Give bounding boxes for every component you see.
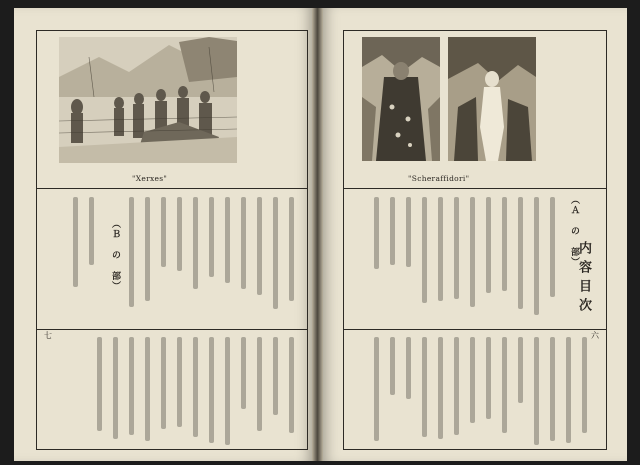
entry-mark bbox=[534, 197, 539, 315]
entry-mark bbox=[374, 197, 379, 269]
xerxes-caption-title: "Xerxes" bbox=[132, 174, 168, 183]
right-divider-middle bbox=[344, 329, 606, 330]
scheraffidori-right-drawing bbox=[448, 37, 536, 161]
entry-mark bbox=[502, 197, 507, 291]
entry-mark bbox=[97, 337, 102, 431]
entry-mark bbox=[550, 197, 555, 297]
entry-mark bbox=[161, 197, 166, 267]
entry-mark bbox=[161, 337, 166, 429]
entry-mark bbox=[454, 197, 459, 299]
right-page-number: 六 bbox=[591, 331, 599, 340]
book-gutter bbox=[312, 8, 323, 461]
entry-mark bbox=[193, 337, 198, 437]
xerxes-illustration bbox=[59, 37, 237, 163]
entry-mark bbox=[209, 197, 214, 277]
section-b-heading: （Ｂ の 部） bbox=[110, 219, 120, 291]
entry-mark bbox=[177, 337, 182, 427]
scheraffidori-illustration-right bbox=[448, 37, 536, 161]
entry-mark bbox=[273, 337, 278, 415]
scheraffidori-illustration-left bbox=[362, 37, 440, 161]
entry-mark bbox=[438, 197, 443, 301]
entry-mark bbox=[550, 337, 555, 441]
entry-mark bbox=[257, 197, 262, 295]
entry-mark bbox=[406, 197, 411, 267]
entry-mark bbox=[406, 337, 411, 399]
entry-mark bbox=[454, 337, 459, 435]
entry-mark bbox=[193, 197, 198, 289]
entry-mark bbox=[502, 337, 507, 433]
left-page-number: 七 bbox=[44, 331, 52, 340]
entry-mark bbox=[289, 337, 294, 433]
section-a-heading: （Ａ の 部） bbox=[569, 195, 579, 267]
entry-mark bbox=[438, 337, 443, 439]
entry-mark bbox=[422, 197, 427, 303]
entry-mark bbox=[374, 337, 379, 441]
entry-mark bbox=[145, 197, 150, 301]
entry-mark bbox=[113, 337, 118, 439]
scheraffidori-caption-title: "Scheraffidori" bbox=[408, 174, 470, 183]
entry-mark bbox=[518, 197, 523, 309]
left-divider-top bbox=[37, 188, 307, 189]
entry-mark bbox=[470, 197, 475, 307]
entry-mark bbox=[241, 337, 246, 409]
entry-mark bbox=[486, 197, 491, 293]
entry-mark bbox=[177, 197, 182, 271]
entry-mark bbox=[582, 337, 587, 433]
entry-mark bbox=[486, 337, 491, 419]
entry-mark bbox=[422, 337, 427, 437]
entry-mark bbox=[534, 337, 539, 445]
xerxes-caption bbox=[132, 174, 167, 183]
scheraffidori-caption bbox=[408, 174, 469, 183]
right-page-frame bbox=[343, 30, 607, 450]
entry-mark bbox=[273, 197, 278, 309]
entry-mark bbox=[390, 337, 395, 395]
entry-mark bbox=[566, 337, 571, 443]
left-page bbox=[14, 8, 312, 461]
xerxes-illustration-drawing bbox=[59, 37, 237, 163]
left-divider-middle bbox=[37, 329, 307, 330]
entry-mark bbox=[73, 197, 78, 287]
scheraffidori-left-drawing bbox=[362, 37, 440, 161]
entry-mark bbox=[257, 337, 262, 431]
right-divider-top bbox=[344, 188, 606, 189]
entry-mark bbox=[470, 337, 475, 423]
entry-mark bbox=[241, 197, 246, 289]
entry-mark bbox=[390, 197, 395, 265]
entry-mark bbox=[225, 197, 230, 283]
entry-mark bbox=[129, 337, 134, 435]
entry-mark bbox=[225, 337, 230, 445]
entry-mark bbox=[518, 337, 523, 403]
entry-mark bbox=[129, 197, 134, 307]
contents-title: 内容目次 bbox=[576, 241, 591, 317]
left-page-frame bbox=[36, 30, 308, 450]
entry-mark bbox=[145, 337, 150, 441]
entry-mark bbox=[209, 337, 214, 443]
entry-mark bbox=[89, 197, 94, 265]
right-page bbox=[323, 8, 627, 461]
entry-mark bbox=[289, 197, 294, 301]
